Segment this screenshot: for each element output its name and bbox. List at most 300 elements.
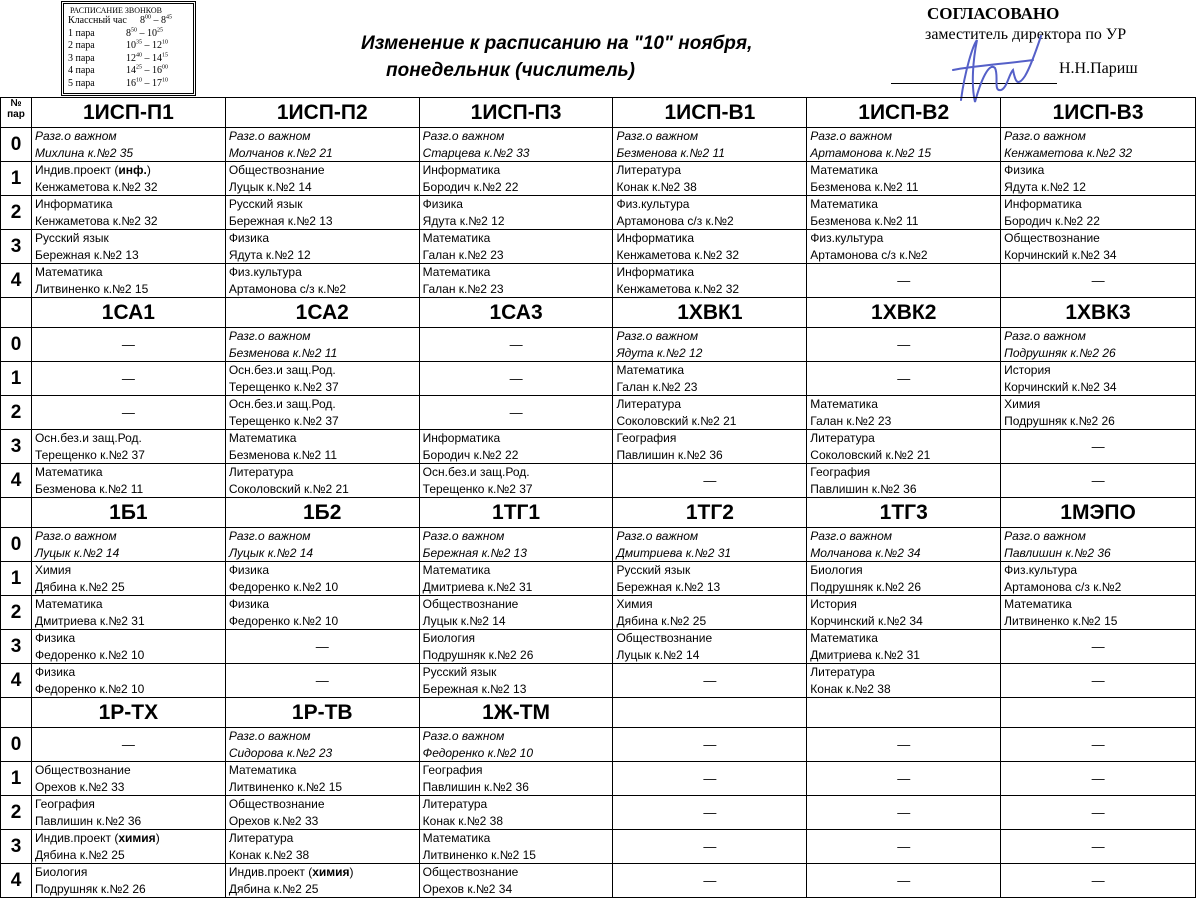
group-name	[807, 698, 1001, 728]
teacher-room: Павлишин к.№2 36	[34, 813, 142, 828]
teacher-room: Бородич к.№2 22	[1004, 213, 1100, 228]
bell-row	[68, 78, 189, 91]
lesson-cell	[807, 396, 1001, 430]
bell-time-hours: 17	[152, 77, 162, 89]
subject: Информатика	[422, 431, 501, 445]
pair-number: 3	[1, 830, 32, 864]
lesson-cell	[225, 196, 419, 230]
teacher-room: Конак к.№2 38	[422, 813, 504, 828]
teacher-room: Подрушняк к.№2 26	[1004, 413, 1115, 428]
pair-number: 0	[1, 528, 32, 562]
teacher-room: Литвиненко к.№2 15	[1004, 613, 1118, 628]
group-name: 1ХВК3	[1001, 298, 1196, 328]
empty-cell: —	[31, 396, 225, 430]
pair-number: 1	[1, 362, 32, 396]
subject: Математика	[228, 763, 297, 777]
table-row	[1, 664, 1196, 698]
empty-cell: —	[807, 728, 1001, 762]
table-row	[1, 728, 1196, 762]
group-header-row	[1, 498, 1196, 528]
lesson-cell	[419, 562, 613, 596]
teacher-room: Соколовский к.№2 21	[810, 447, 931, 462]
table-row	[1, 230, 1196, 264]
lesson-cell	[225, 328, 419, 362]
lesson-cell	[225, 362, 419, 396]
lesson-cell	[31, 128, 225, 162]
teacher-room: Терещенко к.№2 37	[228, 379, 339, 394]
subject: Литература	[810, 431, 875, 445]
pair-number-header	[1, 98, 32, 128]
teacher-room: Подрушняк к.№2 26	[422, 647, 534, 662]
subject: Литература	[616, 163, 682, 177]
lesson-cell	[31, 230, 225, 264]
empty-cell: —	[613, 864, 807, 898]
pair-number: 4	[1, 864, 32, 898]
bell-label: 1 пара	[68, 27, 95, 39]
teacher-room: Корчинский к.№2 34	[1004, 247, 1117, 262]
group-name: 1ХВК2	[807, 298, 1001, 328]
empty-cell: —	[613, 728, 807, 762]
pair-number: 4	[1, 264, 32, 298]
subject: Математика	[422, 563, 491, 577]
lesson-cell	[225, 830, 419, 864]
lesson-cell	[807, 128, 1001, 162]
lesson-cell	[419, 430, 613, 464]
lesson-cell	[1001, 562, 1196, 596]
teacher-room: Терещенко к.№2 37	[228, 413, 339, 428]
subject: Физ.культура	[616, 197, 690, 211]
subject: Математика	[422, 231, 491, 245]
lesson-cell	[419, 796, 613, 830]
pair-number: 2	[1, 196, 32, 230]
teacher-room: Бережная к.№2 13	[34, 247, 139, 262]
group-header-row	[1, 698, 1196, 728]
group-name: 1ИСП-П1	[31, 98, 225, 128]
subject: Разг.о важном	[422, 529, 505, 543]
subject: Химия	[1004, 397, 1041, 411]
subject: Физика	[422, 197, 463, 211]
empty-cell: —	[225, 630, 419, 664]
teacher-room: Бережная к.№2 13	[228, 213, 333, 228]
subject: Разг.о важном	[616, 329, 699, 343]
subject: Биология	[34, 865, 88, 879]
subject: Разг.о важном	[34, 129, 117, 143]
lesson-cell	[31, 864, 225, 898]
subject: Индив.проект (инф.)	[34, 163, 151, 177]
subject: Математика	[616, 363, 685, 377]
lesson-cell	[31, 830, 225, 864]
approver-name: Н.Н.Париш	[1059, 60, 1138, 77]
pair-number: 3	[1, 230, 32, 264]
table-row	[1, 264, 1196, 298]
lesson-cell	[31, 162, 225, 196]
approval-block	[891, 4, 1191, 92]
teacher-room: Галан к.№2 23	[422, 247, 504, 262]
lesson-cell	[225, 562, 419, 596]
pair-number: 0	[1, 328, 32, 362]
subject: Математика	[34, 465, 103, 479]
bell-time-minutes: 40	[136, 52, 142, 59]
lesson-cell	[613, 528, 807, 562]
subject: Разг.о важном	[34, 529, 117, 543]
bell-schedule-box	[61, 1, 196, 96]
group-name: 1ХВК1	[613, 298, 807, 328]
lesson-cell	[419, 830, 613, 864]
pair-number: 3	[1, 630, 32, 664]
group-name: 1Р-ТХ	[31, 698, 225, 728]
subject: География	[422, 763, 483, 777]
table-row	[1, 464, 1196, 498]
lesson-cell	[225, 264, 419, 298]
subject: Информатика	[34, 197, 113, 211]
page-title	[340, 30, 785, 90]
lesson-cell	[419, 664, 613, 698]
lesson-cell	[419, 196, 613, 230]
teacher-room: Кенжаметова к.№2 32	[34, 179, 158, 194]
group-name: 1ИСП-П2	[225, 98, 419, 128]
teacher-room: Соколовский к.№2 21	[616, 413, 737, 428]
lesson-cell	[1001, 162, 1196, 196]
lesson-cell	[31, 430, 225, 464]
teacher-room: Кенжаметова к.№2 32	[1004, 145, 1133, 160]
bell-time-hours: 8	[126, 27, 131, 39]
group-name: 1ИСП-П3	[419, 98, 613, 128]
subject: Математика	[1004, 597, 1072, 611]
lesson-cell	[225, 864, 419, 898]
subject: Физика	[34, 665, 76, 679]
subject: Информатика	[422, 163, 501, 177]
lesson-cell	[225, 396, 419, 430]
pair-number: 1	[1, 562, 32, 596]
group-name: 1Б1	[31, 498, 225, 528]
lesson-cell	[807, 230, 1001, 264]
lesson-cell	[807, 464, 1001, 498]
subject: Математика	[34, 265, 103, 279]
group-name: 1СА2	[225, 298, 419, 328]
teacher-room: Кенжаметова к.№2 32	[616, 281, 740, 296]
subject: Обществознание	[34, 763, 131, 777]
bell-label: 4 пара	[68, 65, 95, 76]
subject: Индив.проект (химия)	[34, 831, 160, 845]
teacher-room: Павлишин к.№2 36	[1004, 545, 1111, 560]
teacher-room: Конак к.№2 38	[228, 847, 310, 862]
pair-number: 2	[1, 796, 32, 830]
lesson-cell	[1001, 396, 1196, 430]
teacher-room: Подрушняк к.№2 26	[810, 579, 922, 594]
table-row	[1, 162, 1196, 196]
subject: Индив.проект (химия)	[228, 865, 354, 879]
teacher-room: Безменова к.№2 11	[228, 345, 338, 360]
empty-cell: —	[1001, 430, 1196, 464]
empty-cell: —	[613, 830, 807, 864]
lesson-cell	[807, 196, 1001, 230]
lesson-cell	[613, 162, 807, 196]
table-row	[1, 796, 1196, 830]
bell-time-minutes: 00	[162, 64, 168, 71]
empty-cell: —	[807, 762, 1001, 796]
lesson-cell	[419, 464, 613, 498]
group-name: 1Р-ТВ	[225, 698, 419, 728]
teacher-room: Безменова к.№2 11	[228, 447, 337, 462]
group-name: 1МЭПО	[1001, 498, 1196, 528]
teacher-room: Павлишин к.№2 36	[616, 447, 723, 462]
teacher-room: Артамонова с/з к.№2	[228, 281, 347, 296]
lesson-cell	[225, 464, 419, 498]
pair-number: 0	[1, 728, 32, 762]
bell-time-minutes: 10	[136, 77, 142, 84]
lesson-cell	[225, 796, 419, 830]
subject: Физ.культура	[228, 265, 302, 279]
pair-number: 4	[1, 664, 32, 698]
bell-label: 3 пара	[68, 52, 95, 64]
empty-cell: —	[419, 328, 613, 362]
teacher-room: Луцык к.№2 14	[34, 545, 120, 560]
teacher-room: Дмитриева к.№2 31	[422, 579, 533, 594]
bell-time: $16^{10} - 17^{10}$	[126, 77, 168, 89]
bell-time: $12^{40} - 14^{15}$	[126, 52, 168, 64]
bell-label: 5 пара	[68, 77, 95, 89]
bell-time: $14^{25} - 16^{00}$	[126, 64, 168, 76]
lesson-cell	[225, 430, 419, 464]
bell-row	[68, 65, 189, 78]
table-row	[1, 328, 1196, 362]
lesson-cell	[31, 796, 225, 830]
lesson-cell	[807, 596, 1001, 630]
subject: География	[34, 797, 95, 811]
lesson-cell	[613, 630, 807, 664]
subject: Русский язык	[422, 665, 497, 679]
table-row	[1, 128, 1196, 162]
subject: Осн.без.и защ.Род.	[228, 397, 336, 411]
teacher-room: Галан к.№2 23	[810, 413, 892, 428]
subject: Биология	[422, 631, 476, 645]
subject: Математика	[422, 265, 491, 279]
subject: Математика	[422, 831, 491, 845]
subject: Информатика	[1004, 197, 1082, 211]
empty-cell: —	[1001, 762, 1196, 796]
subject: Осн.без.и защ.Род.	[422, 465, 530, 479]
table-row	[1, 596, 1196, 630]
teacher-room: Бережная к.№2 13	[616, 579, 721, 594]
lesson-cell	[613, 596, 807, 630]
bell-time-minutes: 35	[136, 39, 142, 46]
table-row	[1, 762, 1196, 796]
lesson-cell	[225, 162, 419, 196]
bell-time-hours: 16	[152, 65, 162, 76]
empty-cell: —	[1001, 864, 1196, 898]
pair-number: 2	[1, 596, 32, 630]
empty-cell: —	[807, 796, 1001, 830]
empty-cell: —	[1001, 630, 1196, 664]
empty-cell: —	[613, 664, 807, 698]
lesson-cell	[613, 328, 807, 362]
teacher-room: Молчанова к.№2 34	[810, 545, 921, 560]
table-row	[1, 430, 1196, 464]
lesson-cell	[419, 230, 613, 264]
lesson-cell	[225, 728, 419, 762]
subject: Разг.о важном	[422, 129, 505, 143]
subject: Математика	[810, 197, 878, 211]
bell-row	[68, 53, 189, 66]
teacher-room: Конак к.№2 38	[616, 179, 697, 194]
subject: Обществознание	[1004, 231, 1100, 245]
teacher-room: Безменова к.№2 11	[616, 145, 725, 160]
teacher-room: Федоренко к.№2 10	[34, 647, 145, 662]
teacher-room: Павлишин к.№2 36	[422, 779, 529, 794]
bell-time-hours: 8	[140, 15, 145, 26]
group-header-row	[1, 298, 1196, 328]
subject: Информатика	[616, 231, 694, 245]
empty-cell: —	[1001, 464, 1196, 498]
subject: Разг.о важном	[810, 129, 892, 143]
teacher-room: Орехов к.№2 34	[422, 881, 513, 896]
schedule-table	[0, 97, 1196, 898]
bell-time: $10^{35} - 12^{10}$	[126, 39, 168, 51]
subject: Математика	[810, 631, 878, 645]
title-line-2: понедельник (числитель)	[386, 60, 635, 81]
teacher-room: Артамонова к.№2 15	[810, 145, 932, 160]
table-row	[1, 562, 1196, 596]
lesson-cell	[613, 396, 807, 430]
teacher-room: Ядута к.№2 12	[616, 345, 703, 360]
pair-number: 1	[1, 162, 32, 196]
bell-time-minutes: 15	[162, 52, 168, 59]
subject: Литература	[616, 397, 682, 411]
subject: Разг.о важном	[810, 529, 892, 543]
empty-cell: —	[1001, 264, 1196, 298]
bell-time-minutes: 25	[157, 27, 163, 34]
subject: Разг.о важном	[228, 329, 311, 343]
subject: История	[810, 597, 857, 611]
teacher-room: Ядута к.№2 12	[422, 213, 505, 228]
subject: Разг.о важном	[228, 529, 311, 543]
subject: Обществознание	[228, 797, 325, 811]
subject: Математика	[810, 397, 878, 411]
teacher-room: Молчанов к.№2 21	[228, 145, 333, 160]
bell-time-minutes: 45	[166, 14, 172, 21]
bell-time-minutes: 25	[136, 64, 142, 71]
lesson-cell	[31, 596, 225, 630]
subject: Физика	[1004, 163, 1045, 177]
lesson-cell	[225, 230, 419, 264]
lesson-cell	[31, 264, 225, 298]
teacher-room: Литвиненко к.№2 15	[422, 847, 536, 862]
empty-cell: —	[1001, 796, 1196, 830]
lesson-cell	[613, 562, 807, 596]
bell-time-minutes: 50	[131, 27, 137, 34]
teacher-room: Дябина к.№2 25	[34, 579, 125, 594]
table-row	[1, 362, 1196, 396]
subject: Осн.без.и защ.Род.	[228, 363, 336, 377]
lesson-cell	[419, 728, 613, 762]
bell-time-hours: 16	[126, 77, 136, 89]
teacher-room: Михлина к.№2 35	[34, 145, 134, 160]
teacher-room: Федоренко к.№2 10	[34, 681, 145, 696]
table-row	[1, 396, 1196, 430]
teacher-room: Орехов к.№2 33	[34, 779, 125, 794]
lesson-cell	[225, 128, 419, 162]
group-name	[1001, 698, 1196, 728]
subject: Физ.культура	[810, 231, 884, 245]
lesson-cell	[225, 762, 419, 796]
teacher-room: Безменова к.№2 11	[810, 179, 919, 194]
teacher-room: Артамонова с/з к.№2	[616, 213, 734, 228]
bell-row	[68, 28, 189, 41]
teacher-room: Сидорова к.№2 23	[228, 745, 333, 760]
pair-number-header	[1, 698, 32, 728]
teacher-room: Федоренко к.№2 10	[228, 613, 339, 628]
lesson-cell	[1001, 362, 1196, 396]
teacher-room: Соколовский к.№2 21	[228, 481, 349, 496]
empty-cell: —	[613, 796, 807, 830]
lesson-cell	[613, 128, 807, 162]
teacher-room: Галан к.№2 23	[422, 281, 504, 296]
teacher-room: Луцык к.№2 14	[422, 613, 506, 628]
teacher-room: Луцык к.№2 14	[228, 545, 314, 560]
lesson-cell	[31, 528, 225, 562]
subject: Биология	[810, 563, 863, 577]
subject: Математика	[34, 597, 103, 611]
lesson-cell	[419, 630, 613, 664]
subject: Химия	[616, 597, 653, 611]
teacher-room: Корчинский к.№2 34	[1004, 379, 1117, 394]
subject: Обществознание	[422, 865, 519, 879]
pair-number-label: пар	[7, 109, 25, 120]
teacher-room: Бородич к.№2 22	[422, 179, 519, 194]
approval-position: заместитель директора по УР	[925, 26, 1127, 43]
pair-number: 3	[1, 430, 32, 464]
empty-cell: —	[613, 464, 807, 498]
subject: Русский язык	[228, 197, 303, 211]
group-name: 1ТГ3	[807, 498, 1001, 528]
teacher-room: Бережная к.№2 13	[422, 545, 527, 560]
empty-cell: —	[31, 362, 225, 396]
group-name: 1ИСП-В3	[1001, 98, 1196, 128]
subject: Физ.культура	[1004, 563, 1078, 577]
teacher-room: Литвиненко к.№2 15	[228, 779, 343, 794]
teacher-room: Старцева к.№2 33	[422, 145, 530, 160]
subject: Обществознание	[616, 631, 713, 645]
lesson-cell	[419, 596, 613, 630]
group-name: 1ИСП-В2	[807, 98, 1001, 128]
bell-label: Классный час	[68, 15, 127, 26]
subject: Физика	[228, 231, 270, 245]
empty-cell: —	[31, 328, 225, 362]
empty-cell: —	[807, 264, 1001, 298]
teacher-room: Федоренко к.№2 10	[422, 745, 534, 760]
approval-heading: СОГЛАСОВАНО	[927, 4, 1060, 23]
pair-number: 4	[1, 464, 32, 498]
subject: Информатика	[616, 265, 694, 279]
teacher-room: Ядута к.№2 12	[228, 247, 311, 262]
teacher-room: Луцык к.№2 14	[616, 647, 700, 662]
teacher-room: Дябина к.№2 25	[228, 881, 319, 896]
pair-number: 0	[1, 128, 32, 162]
lesson-cell	[419, 762, 613, 796]
teacher-room: Орехов к.№2 33	[228, 813, 319, 828]
subject: Разг.о важном	[228, 729, 311, 743]
empty-cell: —	[1001, 728, 1196, 762]
subject: История	[1004, 363, 1051, 377]
empty-cell: —	[225, 664, 419, 698]
subject: География	[616, 431, 677, 445]
teacher-room: Безменова к.№2 11	[810, 213, 919, 228]
lesson-cell	[613, 264, 807, 298]
pair-number: 2	[1, 396, 32, 430]
teacher-room: Бородич к.№2 22	[422, 447, 519, 462]
bell-schedule-title: РАСПИСАНИЕ ЗВОНКОВ	[70, 6, 162, 15]
pair-number: 1	[1, 762, 32, 796]
